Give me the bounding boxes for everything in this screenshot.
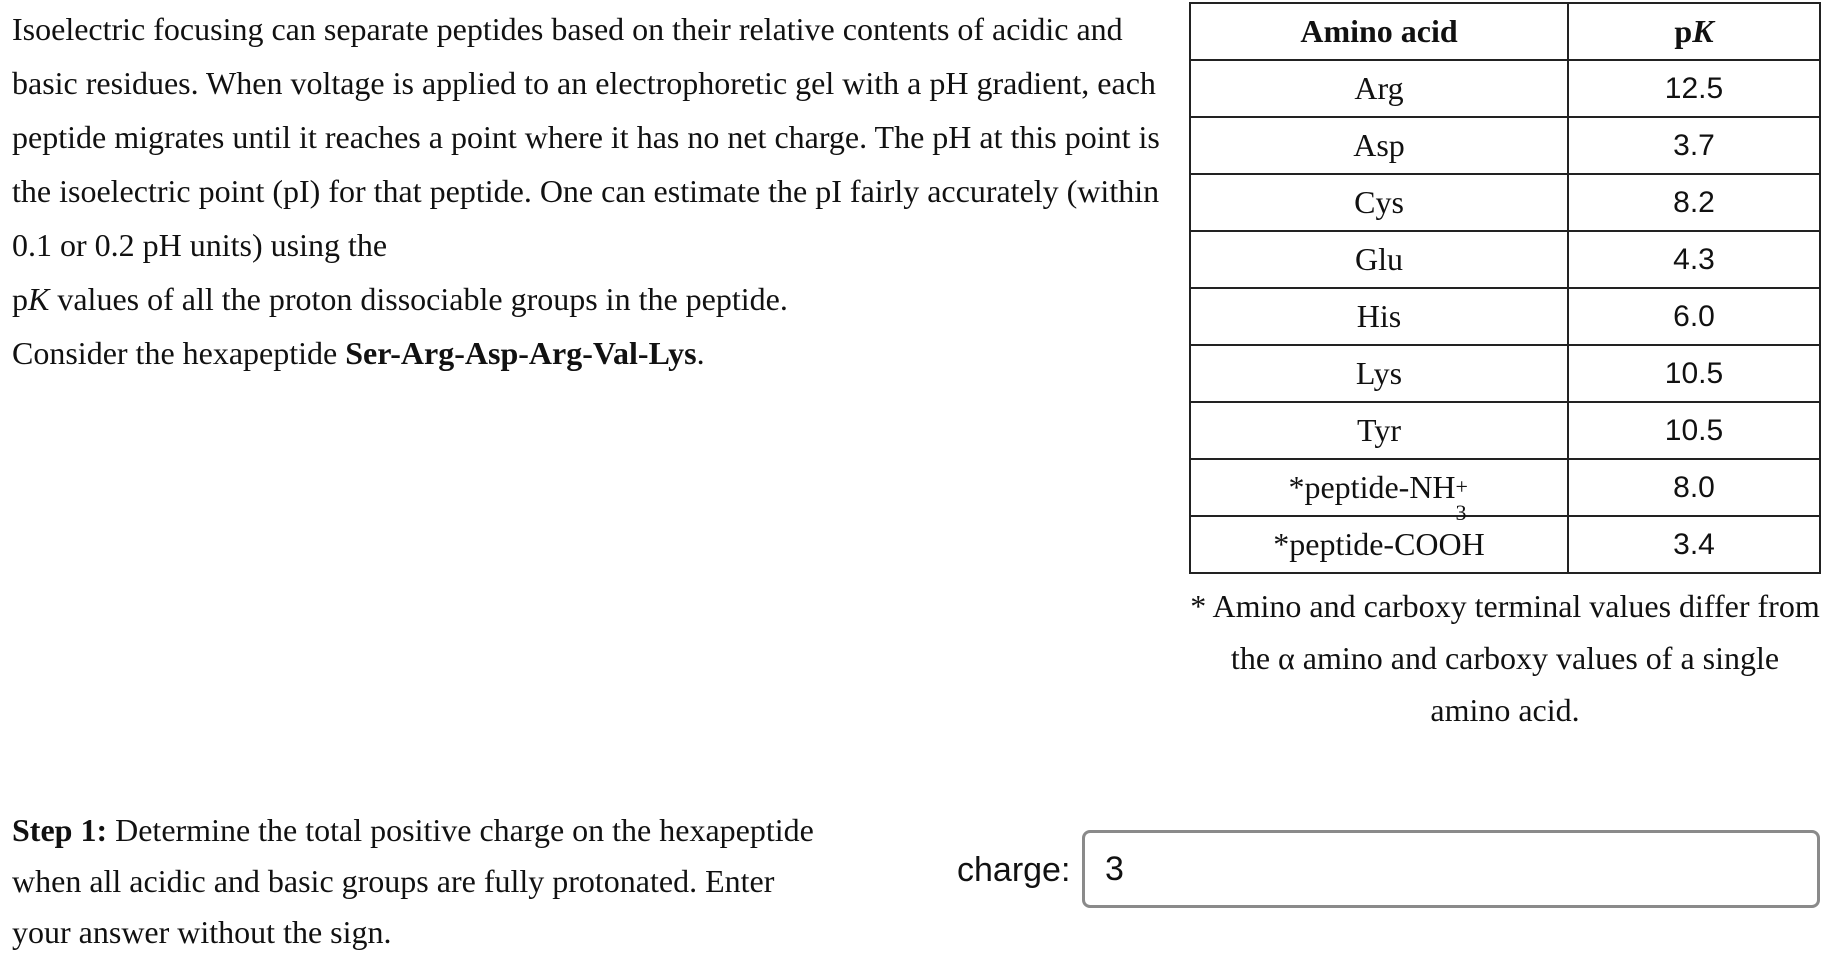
header-amino-acid: Amino acid — [1190, 3, 1568, 60]
step-label: Step 1: — [12, 812, 108, 848]
amino-acid-cell: Asp — [1190, 117, 1568, 174]
intro-text: Isoelectric focusing can separate peptides based on their relative contents of acidic and basic residues. When voltage is applied to an electrophoretic gel with a pH gradient, each peptide migrates until it reaches a point where it has no net charge. The pH at this point is the isoelectric point (pI) for that peptide. One can estimate the pI fairly accurately (within 0.1 or 0.2 pH units) using the — [12, 11, 1160, 263]
consider-suffix: . — [696, 335, 705, 371]
table-row — [1190, 288, 1820, 345]
amino-acid-cell: Tyr — [1190, 402, 1568, 459]
header-pk-k: K — [1692, 13, 1714, 49]
table-row — [1190, 231, 1820, 288]
intro-text-end: values of all the proton dissociable groups in the peptide. — [49, 281, 788, 317]
step-text: Determine the total positive charge on the hexapeptide when all acidic and basic groups are fully protonated. Enter your answer without the sign. — [12, 812, 814, 950]
table-footnote: * Amino and carboxy terminal values differ from the α amino and carboxy values of a single amino acid. — [1190, 588, 1820, 728]
pk-cell: 3.4 — [1568, 516, 1820, 573]
nh3-superscript: + — [1455, 474, 1468, 499]
pk-cell: 8.0 — [1568, 459, 1820, 516]
pk-cell: 3.7 — [1568, 117, 1820, 174]
pk-table — [1189, 2, 1821, 574]
pk-cell: 10.5 — [1568, 402, 1820, 459]
table-row — [1190, 117, 1820, 174]
table-row — [1190, 345, 1820, 402]
pk-cell: 8.2 — [1568, 174, 1820, 231]
pk-symbol-k: K — [28, 281, 50, 317]
table-row — [1190, 516, 1820, 573]
table-header-row — [1190, 3, 1820, 60]
pk-symbol-p: p — [12, 281, 28, 317]
table-row — [1190, 459, 1820, 516]
amino-acid-cell: *peptide-COOH — [1190, 516, 1568, 573]
pk-cell: 10.5 — [1568, 345, 1820, 402]
table-row — [1190, 60, 1820, 117]
amino-acid-cell: Arg — [1190, 60, 1568, 117]
pk-cell: 6.0 — [1568, 288, 1820, 345]
header-pk-p: p — [1674, 13, 1693, 49]
pk-cell: 4.3 — [1568, 231, 1820, 288]
terminal-amino-name: *peptide-NH — [1288, 469, 1456, 505]
peptide-sequence: Ser-Arg-Asp-Arg-Val-Lys — [345, 335, 697, 371]
amino-acid-cell: Cys — [1190, 174, 1568, 231]
nh3-subscript: 3 — [1455, 500, 1467, 525]
amino-acid-cell — [1190, 459, 1568, 525]
table-row — [1190, 174, 1820, 231]
amino-acid-cell: Glu — [1190, 231, 1568, 288]
pk-table-section — [1189, 2, 1821, 736]
header-pk — [1568, 3, 1820, 60]
amino-acid-cell: Lys — [1190, 345, 1568, 402]
step-instructions — [12, 805, 832, 958]
pk-cell: 12.5 — [1568, 60, 1820, 117]
amino-acid-cell: His — [1190, 288, 1568, 345]
problem-intro — [12, 2, 1182, 380]
intro-paragraph — [12, 2, 1182, 326]
consider-line — [12, 326, 1182, 380]
table-row — [1190, 402, 1820, 459]
charge-input[interactable] — [1082, 830, 1820, 908]
charge-label: charge: — [957, 851, 1071, 889]
consider-prefix: Consider the hexapeptide — [12, 335, 346, 371]
